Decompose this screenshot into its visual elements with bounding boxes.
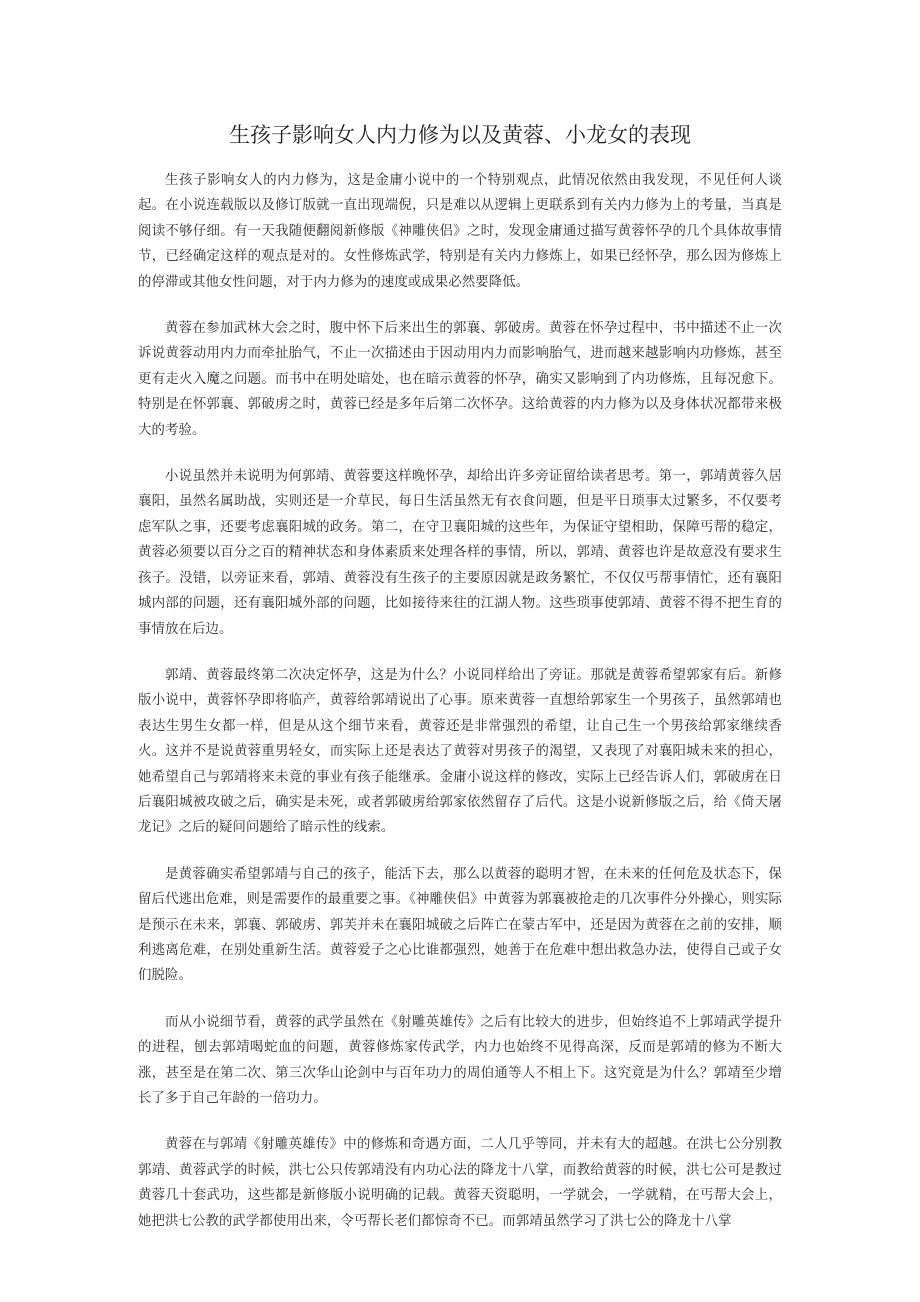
paragraph-2: 黄蓉在参加武林大会之时，腹中怀下后来出生的郭襄、郭破虏。黄蓉在怀孕过程中，书中描述不止一次诉说黄蓉动用内力而牵扯胎气，不止一次描述由于因动用内力而影响胎气，进而越来越影响内功修炼，甚至更有走火入魔之问题。而书中在明处暗处，也在暗示黄蓉的怀孕，确实又影响到了内功修炼，且每况愈下。特别是在怀郭襄、郭破虏之时，黄蓉已经是多年后第二次怀孕。这给黄蓉的内力修为以及身体状况都带来极大的考验。 — [138, 321, 782, 438]
paragraph-6: 而从小说细节看，黄蓉的武学虽然在《射雕英雄传》之后有比较大的进步，但始终追不上郭靖武学提升的进程，刨去郭靖喝蛇血的问题，黄蓉修炼家传武学，内力也始终不见得高深，反而是郭靖的修为不断大涨，甚至是在第二次、第三次华山论剑中与百年功力的周伯通等人不相上下。这究竟是为什么？郭靖至少增长了多于自己年龄的一倍功力。 — [138, 1014, 782, 1106]
paragraph-7: 黄蓉在与郭靖《射雕英雄传》中的修炼和奇遇方面，二人几乎等同，并未有大的超越。在洪七公分别教郭靖、黄蓉武学的时候，洪七公只传郭靖没有内功心法的降龙十八掌，而教给黄蓉的时候，洪七公可是教过黄蓉几十套武功，这些都是新修版小说明确的记载。黄蓉天资聪明，一学就会，一学就精，在丐帮大会上，她把洪七公教的武学都使用出来，令丐帮长老们都惊奇不已。而郭靖虽然学习了洪七公的降龙十八掌 — [138, 1137, 782, 1229]
paragraph-4: 郭靖、黄蓉最终第二次决定怀孕，这是为什么？小说同样给出了旁证。那就是黄蓉希望郭家有后。新修版小说中，黄蓉怀孕即将临产，黄蓉给郭靖说出了心事。原来黄蓉一直想给郭家生一个男孩子，虽然郭靖也表达生男生女都一样，但是从这个细节来看，黄蓉还是非常强烈的希望，让自己生一个男孩给郭家继续香火。这并不是说黄蓉重男轻女，而实际上还是表达了黄蓉对男孩子的渴望，又表现了对襄阳城未来的担心，她希望自己与郭靖将来未竟的事业有孩子能继承。金庸小说这样的修改，实际上已经告诉人们，郭破虏在日后襄阳城被攻破之后，确实是未死，或者郭破虏给郭家依然留存了后代。这是小说新修版之后，给《倚天屠龙记》之后的疑问问题给了暗示性的线索。 — [138, 667, 782, 836]
paragraph-5: 是黄蓉确实希望郭靖与自己的孩子，能活下去，那么以黄蓉的聪明才智，在未来的任何危及状态下，保留后代逃出危难，则是需要作的最重要之事。《神雕侠侣》中黄蓉为郭襄被抢走的几次事件分外操心，则实际是预示在未来，郭襄、郭破虏、郭芙并未在襄阳城破之后阵亡在蒙古军中，还是因为黄蓉在之前的安排，顺利逃离危难，在别处重新生活。黄蓉爱子之心比谁都强烈，她善于在危难中想出救急办法，使得自己或子女们脱险。 — [138, 866, 782, 984]
document-title: 生孩子影响女人内力修为以及黄蓉、小龙女的表现 — [229, 123, 691, 147]
paragraph-3: 小说虽然并未说明为何郭靖、黄蓉要这样晚怀孕，却给出许多旁证留给读者思考。第一，郭靖黄蓉久居襄阳，虽然名属助战，实则还是一介草民，每日生活虽然无有衣食问题，但是平日琐事太过繁多，不仅要考虑军队之事，还要考虑襄阳城的政务。第二，在守卫襄阳城的这些年，为保证守望相助，保障丐帮的稳定，黄蓉必须要以百分之百的精神状态和身体素质来处理各样的事情，所以，郭靖、黄蓉也许是故意没有要求生孩子。没错，以旁证来看，郭靖、黄蓉没有生孩子的主要原因就是政务繁忙，不仅仅丐帮事情忙，还有襄阳城内部的问题，还有襄阳城外部的问题，比如接待来往的江湖人物。这些琐事使郭靖、黄蓉不得不把生育的事情放在后边。 — [138, 469, 782, 637]
paragraph-1: 生孩子影响女人的内力修为，这是金庸小说中的一个特别观点，此情况依然由我发现，不见任何人谈起。在小说连载版以及修订版就一直出现端倪，只是难以从逻辑上更联系到有关内力修为上的考量，当真是阅读不够仔细。有一天我随便翻阅新修版《神雕侠侣》之时，发现金庸通过描写黄蓉怀孕的几个具体故事情节，已经确定这样的观点是对的。女性修炼武学，特别是有关内力修炼上，如果已经怀孕，那么因为修炼上的停滞或其他女性问题，对于内力修为的速度或成果必然要降低。 — [138, 173, 782, 290]
document-body — [138, 168, 782, 1229]
